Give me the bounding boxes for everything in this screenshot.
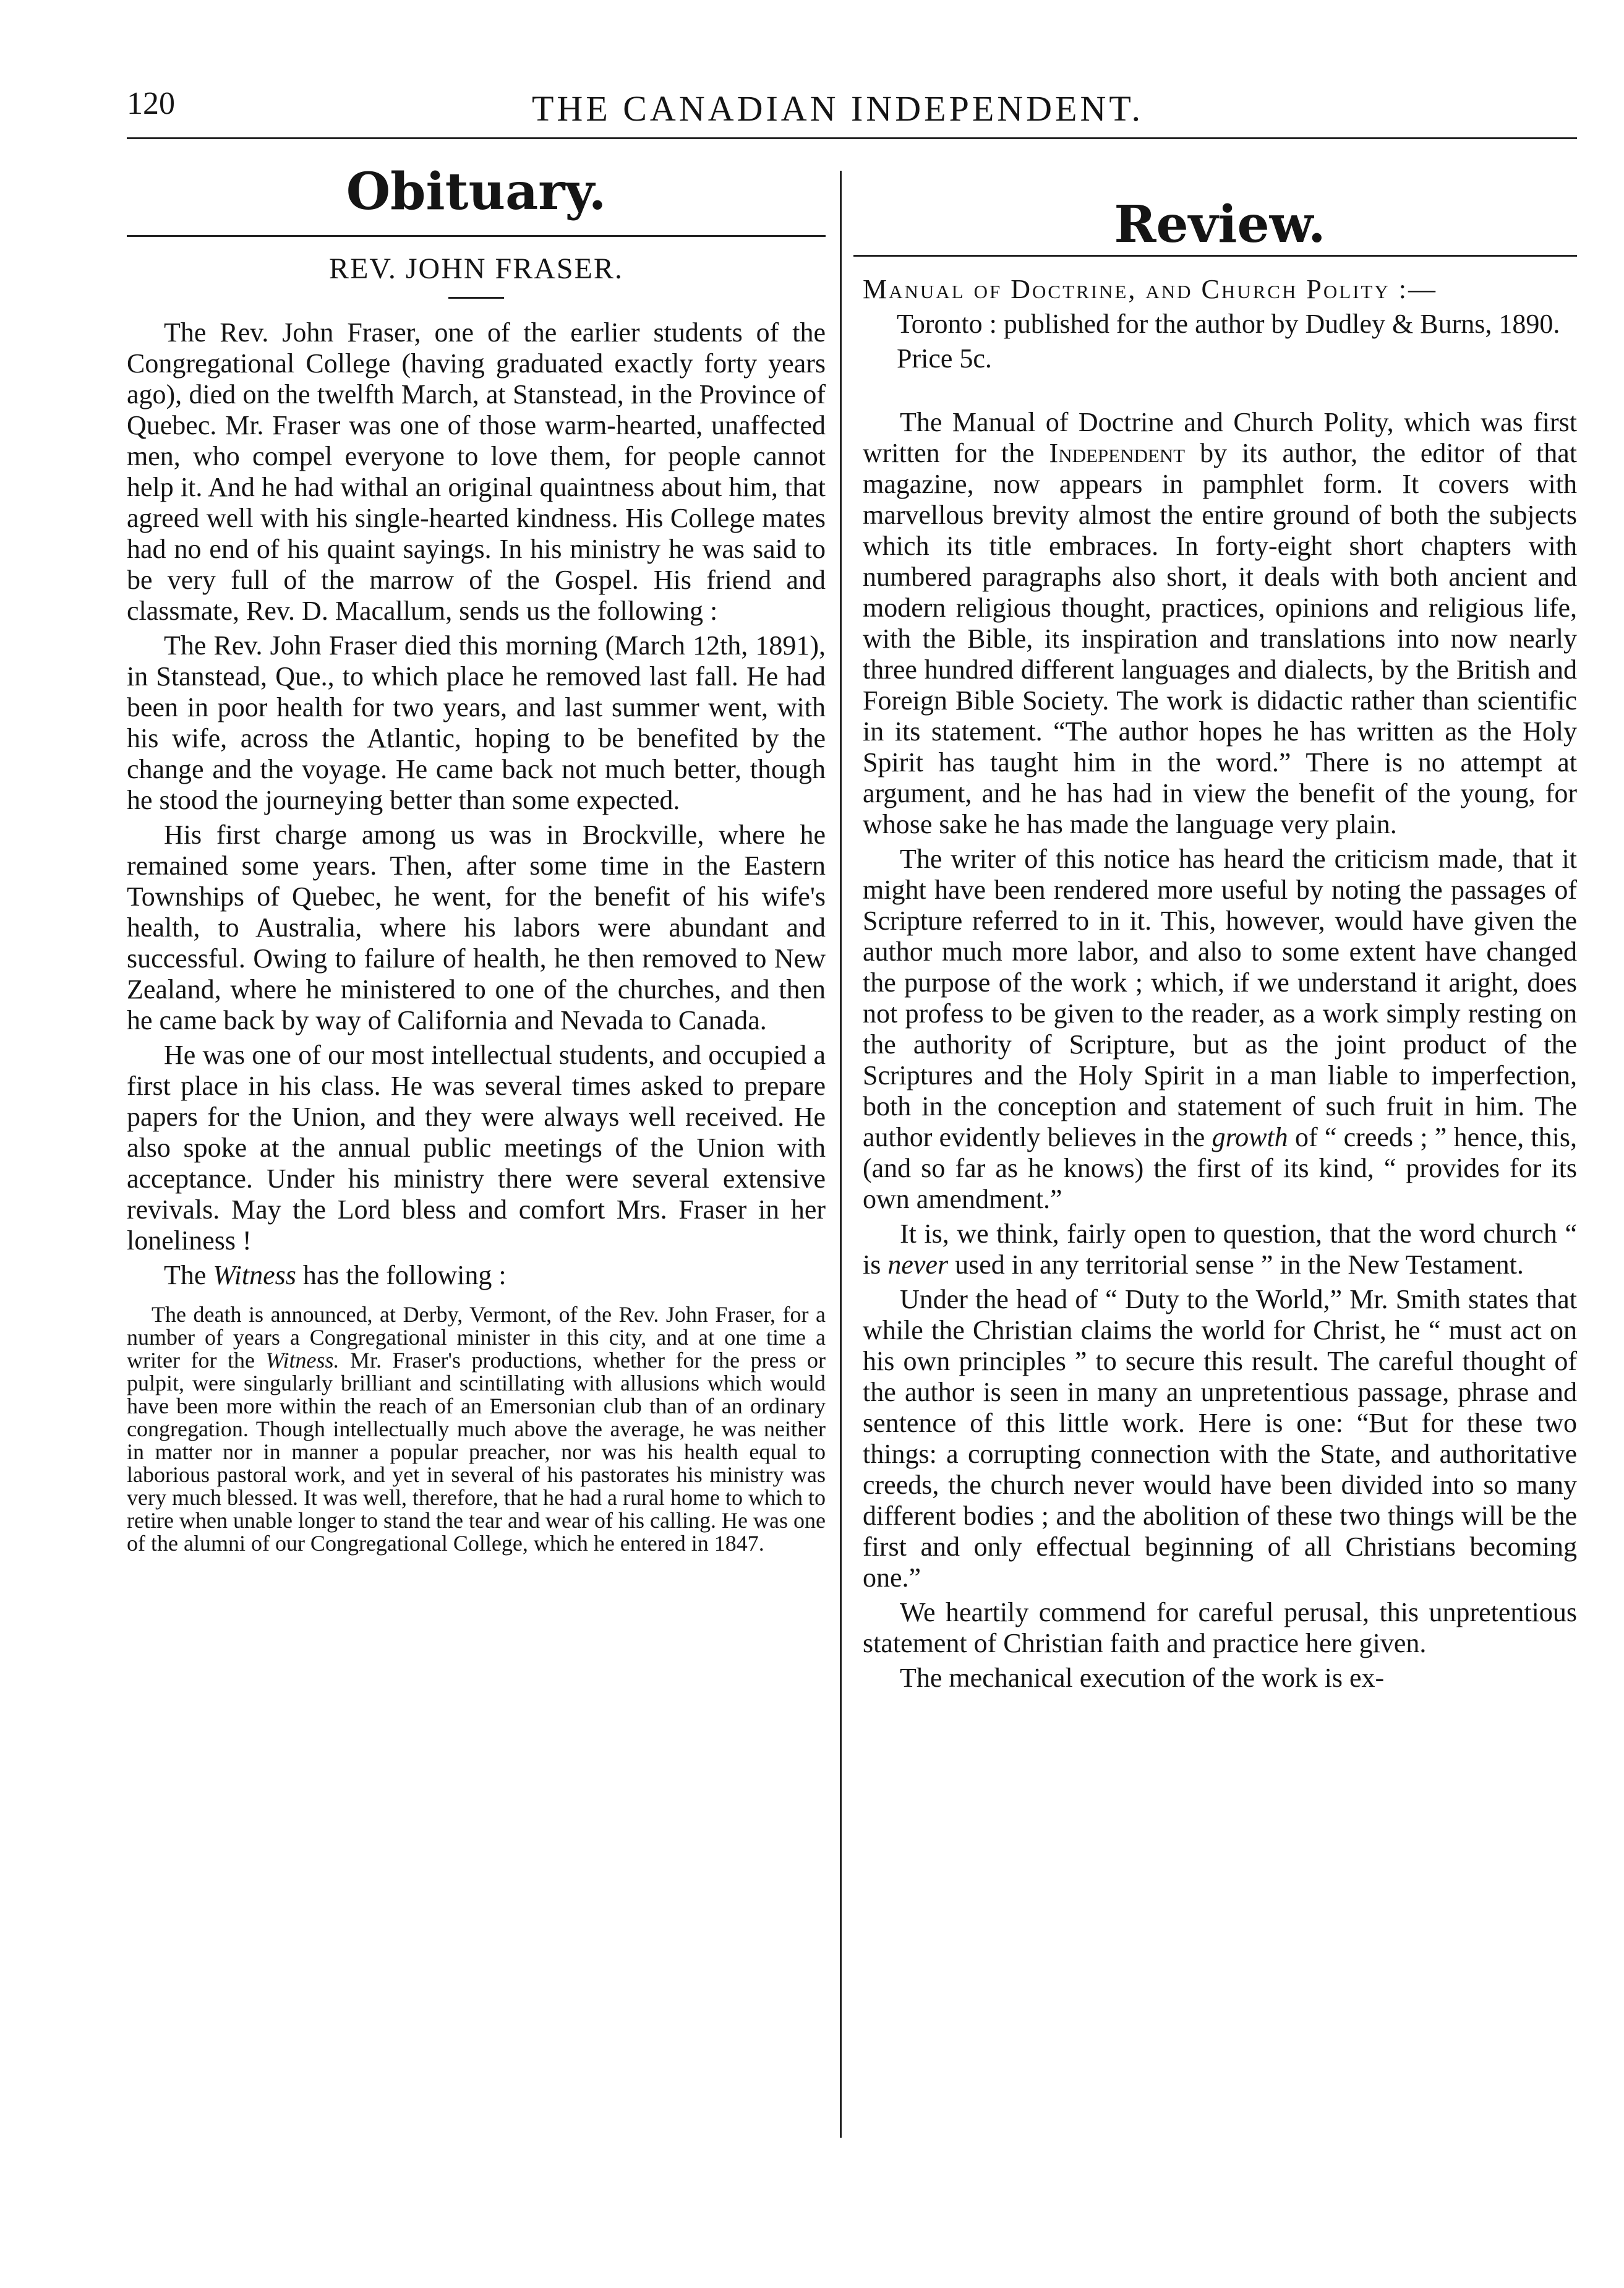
review-heading-rule: [853, 255, 1577, 257]
review-paragraph: The mechanical execution of the work is ex-: [900, 1663, 1385, 1693]
obituary-paragraph: His first charge among us was in Brockville, where he remained some years. Then, after some time in the Eastern Townships of Quebec, he went, for the benefit of his wife's health, to Australia, where his labors were abundant and successful. Owing to failure of health, he then removed to New Zealand, where he ministered to one of the churches, and then he came back by way of California and Nevada to Canada.: [127, 820, 826, 1035]
witness-intro: The Witness has the following :: [164, 1260, 506, 1290]
title-rule: [448, 297, 504, 299]
review-heading: Review.: [1114, 195, 1326, 254]
book-citation: [863, 272, 1577, 376]
witness-quote: The death is announced, at Derby, Vermont, of the Rev. John Fraser, for a number of years a Congregational minister in this city, and at one time a writer for the Witness. Mr. Fraser's productions, whether for the press or pulpit, were singularly brilliant and scintillating with allusions which would have been more within the reach of an Emersonian club than of an ordinary congregation. Though intellectually much above the average, he was neither in matter nor in manner a popular preacher, nor was his health equal to laborious pastoral work, and yet in several of his pastorates his ministry was very much blessed. It was well, therefore, that he had a rural home to which to retire when unable longer to stand the tear and wear of his calling. He was one of the alumni of our Congregational College, which he entered in 1847.: [127, 1302, 826, 1556]
page-number: 120: [127, 86, 175, 121]
header-rule: [127, 137, 1577, 139]
obituary-paragraph: The Rev. John Fraser died this morning (March 12th, 1891), in Stanstead, Que., to which place he removed last fall. He had been in poor health for two years, and last summer went, with his wife, across the Atlantic, hoping to be benefited by the change and the voyage. He came back not much better, though he stood the journeying better than some expected.: [127, 630, 826, 815]
obituary-heading-rule: [127, 235, 826, 237]
obituary-paragraph: He was one of our most intellectual students, and occupied a first place in his class. He was several times asked to prepare papers for the Union, and they were always well received. He also spoke at the annual public meetings of the Union with acceptance. Under his ministry there were several extensive revivals. May the Lord bless and comfort Mrs. Fraser in her loneliness !: [127, 1040, 826, 1256]
review-paragraph: The Manual of Doctrine and Church Polity, which was first written for the Independent by its author, the editor of that magazine, now appears in pamphlet form. It covers with marvellous brevity almost the entire ground of both the subjects which its title embraces. In forty-eight short chapters with numbered paragraphs also short, it deals with both ancient and modern religious thought, practices, opinions and religious life, with the Bible, its inspiration and translations into now nearly three hundred different languages and dialects, by the British and Foreign Bible Society. The work is didactic rather than scientific in its statement. “The author hopes he has written as the Holy Spirit has taught him in the word.” There is no attempt at argument, and he has had in view the benefit of the young, for whose sake he has made the language very plain.: [863, 407, 1577, 839]
review-column: [863, 272, 1577, 1697]
review-paragraph: We heartily commend for careful perusal, this unpretentious statement of Christian faith and practice here given.: [863, 1597, 1577, 1658]
obituary-column: [127, 254, 826, 1555]
running-head: THE CANADIAN INDEPENDENT.: [532, 88, 1143, 129]
obituary-paragraph: The Rev. John Fraser, one of the earlier students of the Congregational College (having graduated exactly forty years ago), died on the twelfth March, at Stanstead, in the Province of Quebec. Mr. Fraser was one of those warm-hearted, unaffected men, who compel everyone to love them, for people cannot help it. And he had withal an original quaintness about him, that agreed well with his single-hearted kindness. His College mates had no end of his quaint sayings. In his ministry he was said to be very full of the marrow of the Gospel. His friend and classmate, Rev. D. Macallum, sends us the following :: [127, 317, 826, 626]
review-paragraph: Under the head of “ Duty to the World,” Mr. Smith states that while the Christian claims the world for Christ, he “ must act on his own principles ” to secure this result. The careful thought of the author is seen in many an unpretentious passage, phrase and sentence of this little work. Here is one: “But for these two things: a corrupting connection with the State, and authoritative creeds, the church never would have been divided into so many different bodies ; and the abolition of these two things will be the first and only effectual beginning of all Christians becoming one.”: [863, 1284, 1577, 1593]
obituary-title: REV. JOHN FRASER.: [329, 252, 623, 285]
book-imprint: Toronto : published for the author by Dudley & Burns, 1890. Price 5c.: [897, 309, 1560, 374]
column-divider: [840, 171, 842, 2138]
obituary-heading: Obituary.: [346, 162, 607, 221]
book-title: Manual of Doctrine, and Church Polity :—: [863, 274, 1438, 304]
review-paragraph: The writer of this notice has heard the criticism made, that it might have been rendered more useful by noting the passages of Scripture referred to in it. This, however, would have given the author much more labor, and also to some extent have changed the purpose of the work ; which, if we understand it aright, does not profess to be given to the reader, as a work simply resting on the authority of Scripture, but as the joint product of the Scriptures and the Holy Spirit in a man liable to imperfection, both in the conception and statement of such fruit in him. The author evidently believes in the growth of “ creeds ; ” hence, this, (and so far as he knows) the first of its kind, “ provides for its own amendment.”: [863, 844, 1577, 1214]
review-paragraph: It is, we think, fairly open to question, that the word church “ is never used in any territorial sense ” in the New Testament.: [863, 1219, 1577, 1280]
